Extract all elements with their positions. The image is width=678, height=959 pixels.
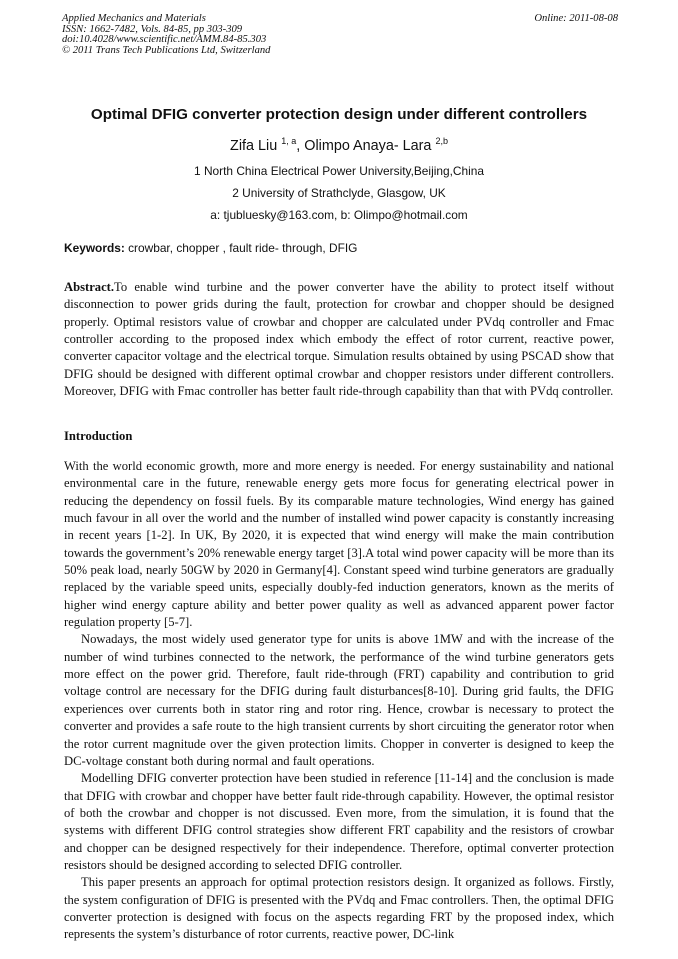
abstract-text: To enable wind turbine and the power converter have the ability to protect itself without disconnection to power grids during the fault, protection for crowbar and chopper should be designed properly. Optimal resistors value of crowbar and chopper are calculated under PVdq controller and Fmac controller according to the proposed index which embody the effect of rotor current, reactive power, converter capacitor voltage and the electrical torque. Simulation results obtained by using PSCAD show that DFIG should be designed with different optimal crowbar and chopper resistors under different controllers. Moreover, DFIG with Fmac controller has better fault ride-through capability than that with PVdq controller. xyxy=(64,280,614,399)
copyright-line: © 2011 Trans Tech Publications Ltd, Switzerland xyxy=(62,45,271,57)
journal-header xyxy=(62,14,618,57)
author-emails: a: tjubluesky@163.com, b: Olimpo@hotmail.com xyxy=(210,208,468,222)
intro-paragraph: This paper presents an approach for optimal protection resistors design. It organized as follows. Firstly, the system configuration of DFIG is presented with the PVdq and Fmac controllers. Then, the optimal DFIG converter protection is designed with focus on the aspects regarding FRT by the proposed index, which represents the system’s disturbance of rotor currents, reactive power, DC-link xyxy=(64,875,614,942)
author-line xyxy=(0,136,678,154)
introduction-body xyxy=(64,458,614,944)
online-date: Online: 2011-08-08 xyxy=(534,13,618,24)
affiliation-2: 2 University of Strathclyde, Glasgow, UK xyxy=(232,186,446,200)
intro-paragraph: Modelling DFIG converter protection have been studied in reference [11-14] and the conclusion is made that DFIG with crowbar and chopper have better fault ride-through capability. However, the optimal resistor of both the crowbar and chopper is not discussed. Even more, from the simulation, it is found that the systems with different DFIG control strategies show different FRT capability and the resistors of crowbar and chopper can be designed respectively for their independence. Therefore, optimal converter protection resistors should be designed according to selected DFIG controller. xyxy=(64,771,614,872)
author-1-affiliation-marker: 1, a xyxy=(281,136,297,146)
author-1-name: Zifa Liu xyxy=(230,138,278,154)
abstract-label: Abstract. xyxy=(64,280,115,294)
abstract xyxy=(64,279,614,400)
journal-name: Applied Mechanics and Materials xyxy=(62,13,206,24)
author-2-affiliation-marker: 2,b xyxy=(435,136,448,146)
intro-paragraph: Nowadays, the most widely used generator type for units is above 1MW and with the increase of the number of wind turbines connected to the network, the performance of the wind turbine generators gets more effect on the power grid. Therefore, fault ride-through (FRT) capability and contribution to grid voltage control are necessary for the DFIG during fault disturbances[8-10]. During grid faults, the DFIG experiences over currents both in stator ring and rotor ring. Hence, crowbar is necessary to protect the converter and provides a safe route to the high transient currents by short circuiting the generator rotor when the rotor current magnitude over the given protection limits. Chopper in converter is designed to keep the DC-voltage constant both during normal and fault operations. xyxy=(64,632,614,768)
affiliation-1: 1 North China Electrical Power University,Beijing,China xyxy=(194,164,484,178)
author-separator: , xyxy=(296,138,301,154)
intro-paragraph: With the world economic growth, more and more energy is needed. For energy sustainability and national environmental care in the future, renewable energy gets more focus for generating electrical power in reducing the dependency on fossil fuels. By its comparable mature technologies, Wind energy has gained much favour in all over the world and the number of installed wind power capacity is constantly increasing in recent years [1-2]. In UK, By 2020, it is expected that wind energy will make the main contribution towards the government’s 20% renewable energy target [3].A total wind power capacity will be more than its 50% peak load, nearly 50GW by 2020 in Germany[4]. Constant speed wind turbine generators are gradually replaced by the variable speed units, especially doubly-fed induction generators, known as the merits of higher wind energy capture ability and better power quality as well as advanced apparent power factor regulation property [5-7]. xyxy=(64,459,614,630)
keywords-label: Keywords: xyxy=(64,241,125,255)
paper-title: Optimal DFIG converter protection design under different controllers xyxy=(90,106,588,123)
issn-line: ISSN: 1662-7482, Vols. 84-85, pp 303-309 xyxy=(62,23,243,35)
keywords-text: crowbar, chopper , fault ride- through, DFIG xyxy=(124,241,358,255)
section-heading-introduction: Introduction xyxy=(64,429,133,443)
keywords xyxy=(64,241,616,255)
author-2-name: Olimpo Anaya- Lara xyxy=(304,138,432,154)
doi-line: doi:10.4028/www.scientific.net/AMM.84-85.303 xyxy=(62,34,267,46)
